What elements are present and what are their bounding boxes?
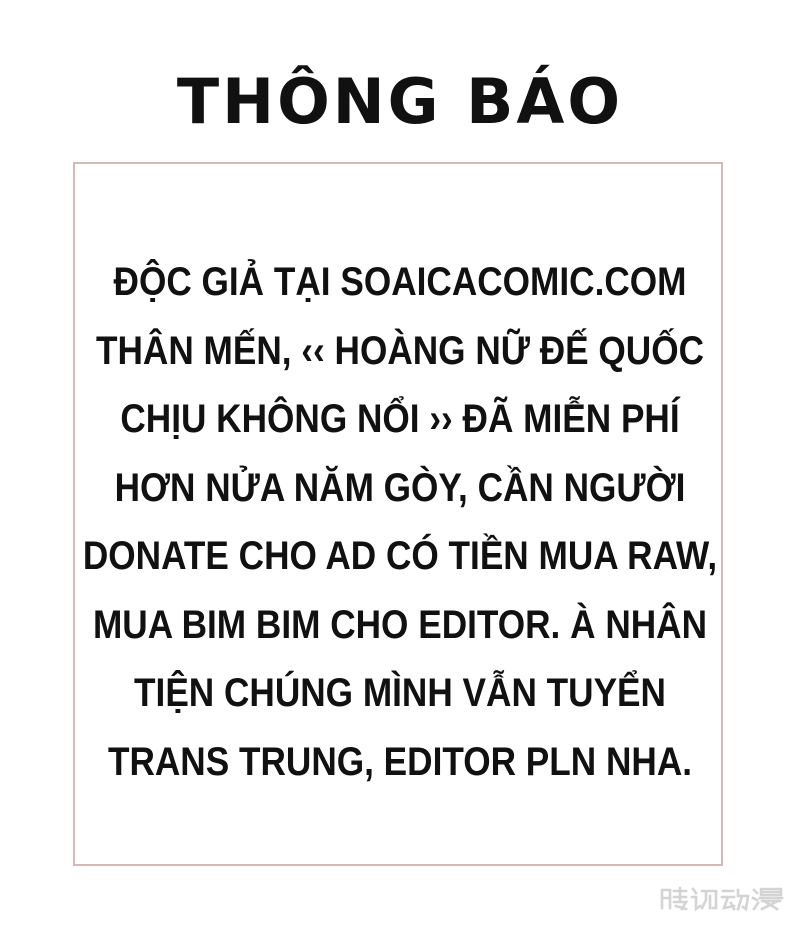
- notice-line-1: ĐỘC GIẢ TẠI SOAICACOMIC.COM: [113, 260, 687, 304]
- notice-line-7: TIỆN CHÚNG MÌNH VẪN TUYỂN: [134, 671, 666, 715]
- notice-line-4: HƠN NỬA NĂM GÒY, CẦN NGƯỜI: [114, 465, 686, 510]
- notice-line-2: THÂN MẾN, ‹‹ HOÀNG NỮ ĐẾ QUỐC: [95, 328, 705, 373]
- notice-line-5: DONATE CHO AD CÓ TIỀN MUA RAW,: [82, 534, 718, 578]
- page-title: THÔNG BÁO: [176, 65, 624, 138]
- notice-line-3: CHỊU KHÔNG NỔI ›› ĐÃ MIỄN PHÍ: [120, 397, 680, 441]
- notice-line-6: MUA BIM BIM CHO EDITOR. À NHÂN: [92, 602, 708, 647]
- tencent-comic-logo-icon: [658, 886, 786, 912]
- notice-line-8: TRANS TRUNG, EDITOR PLN NHA.: [107, 739, 693, 784]
- notice-text: [0, 248, 800, 796]
